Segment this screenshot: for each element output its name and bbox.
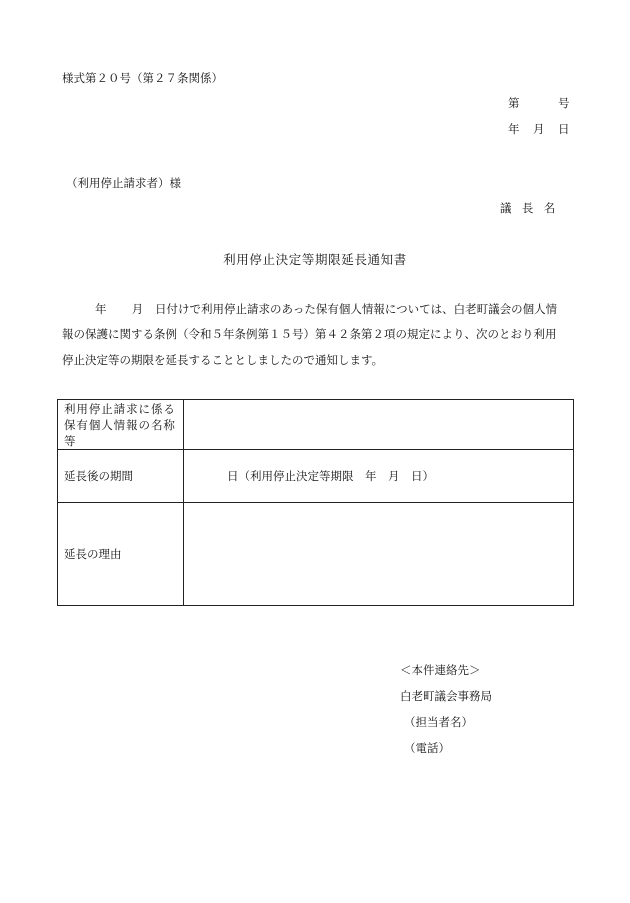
recipient: （利用停止請求者）様 xyxy=(66,176,181,190)
table-row xyxy=(58,450,574,503)
body-line-2: 報の保護に関する条例（令和５年条例第１５号）第４２条第２項の規定により、次のとおり利用 xyxy=(62,327,557,341)
contact-office: 白老町議会事務局 xyxy=(400,689,492,703)
document-number-prefix: 第 xyxy=(508,96,520,110)
extension-reason-value xyxy=(184,503,574,606)
document-number-suffix: 号 xyxy=(558,96,570,110)
info-name-value xyxy=(184,400,574,450)
body-line-3: 停止決定等の期限を延長することとしましたので通知します。 xyxy=(62,353,384,367)
date-year: 年 xyxy=(508,122,520,136)
table-row xyxy=(58,400,574,450)
date-month: 月 xyxy=(533,122,545,136)
body-date-blanks: 年 月 xyxy=(95,302,169,316)
sender-name: 議長名 xyxy=(500,201,566,215)
document-title: 利用停止決定等期限延長通知書 xyxy=(223,252,407,267)
extended-period-label: 延長後の期間 xyxy=(58,450,184,503)
date-day: 日 xyxy=(558,122,570,136)
form-number: 様式第２０号（第２７条関係） xyxy=(62,71,223,85)
extension-info-table xyxy=(57,399,574,606)
contact-person: （担当者名） xyxy=(404,715,473,729)
body-line-1-text: 日付けで利用停止請求のあった保有個人情報については、白老町議会の個人情 xyxy=(155,302,558,316)
info-name-label: 利用停止請求に係る保有個人情報の名称等 xyxy=(58,400,184,450)
table-row xyxy=(58,503,574,606)
extension-reason-label: 延長の理由 xyxy=(58,503,184,606)
extended-period-value: 日（利用停止決定等期限 年 月 日） xyxy=(184,450,574,503)
contact-phone: （電話） xyxy=(404,741,450,755)
contact-heading: ＜本件連絡先＞ xyxy=(400,663,481,677)
